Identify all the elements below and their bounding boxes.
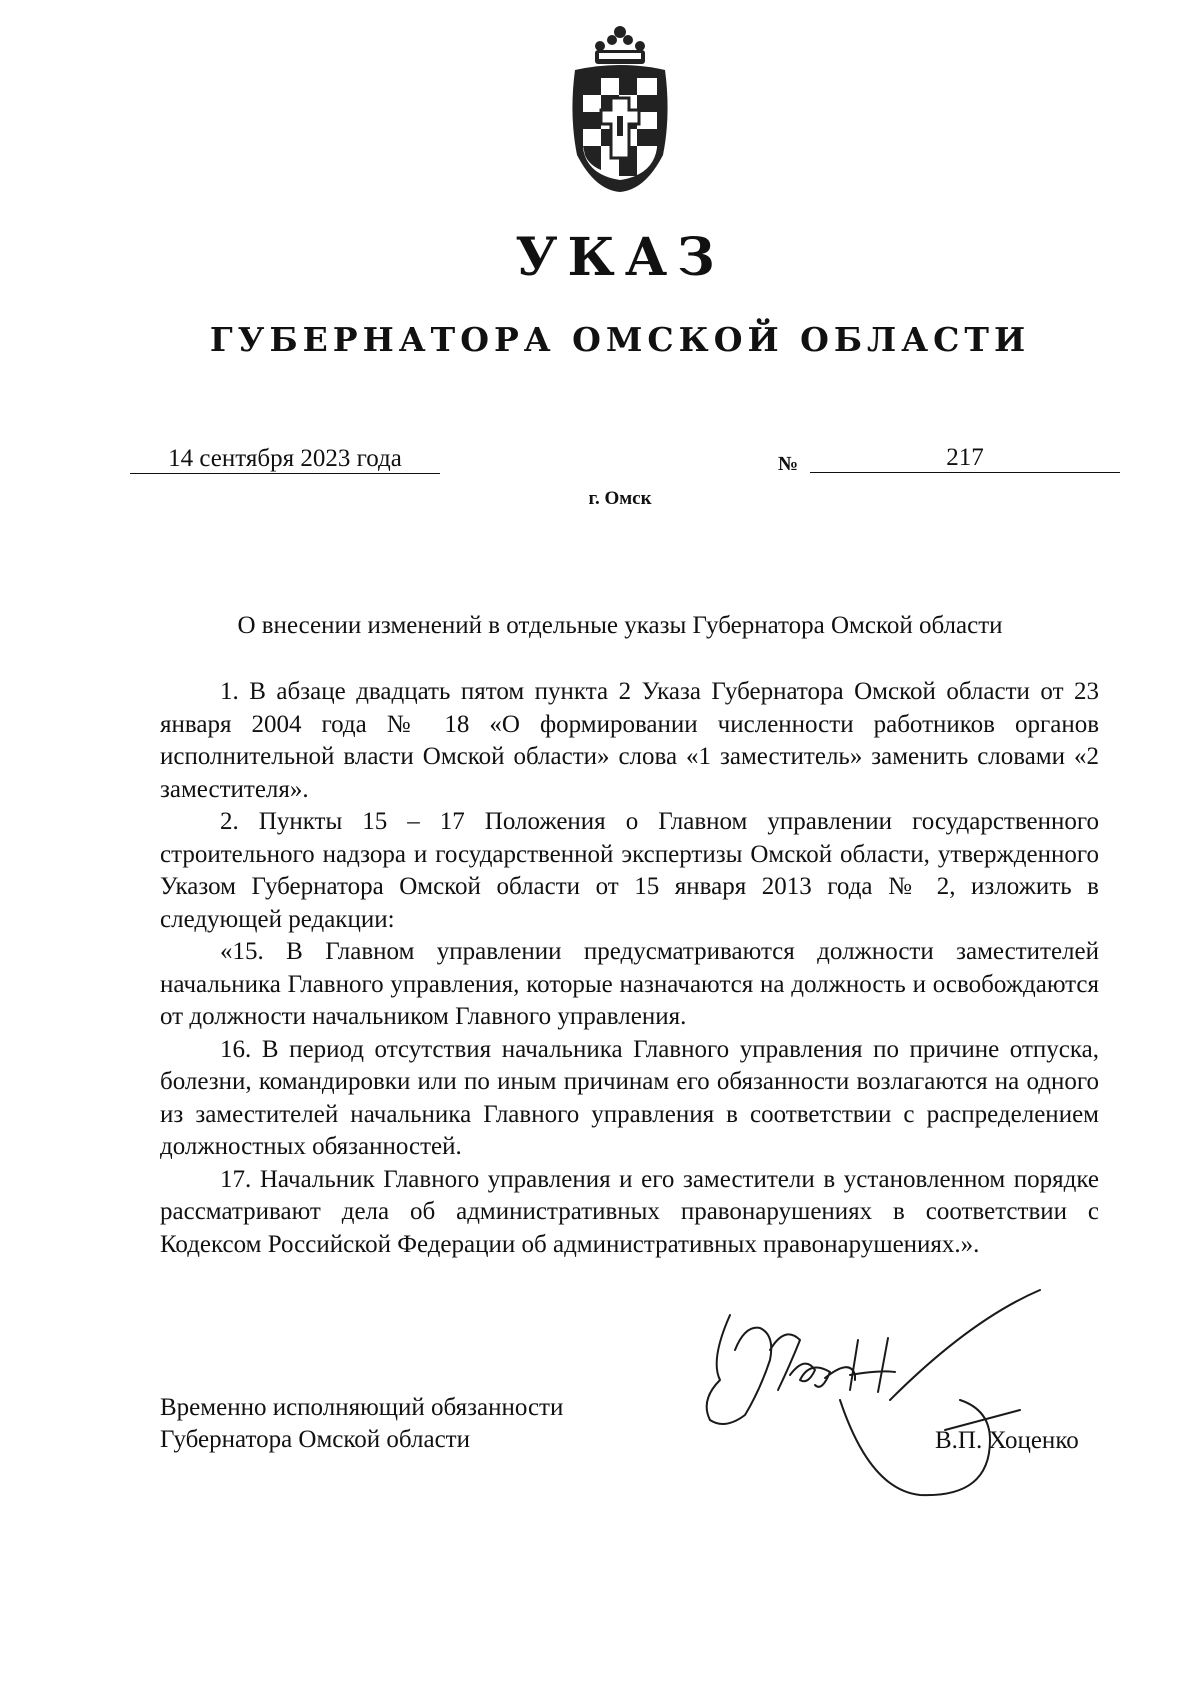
paragraph: 2. Пункты 15 – 17 Положения о Главном управлении государственного строительного надзора и государственной экспертизы Омской области, утвержденного Указом Губернатора Омской области от 15 января 2013 года № 2, изложить в следующей редакции:	[160, 808, 1099, 933]
number-label: №	[778, 453, 799, 475]
signatory-position-line: Губернатора Омской области	[160, 1426, 470, 1453]
decree-heading: О внесении изменений в отдельные указы Губернатора Омской области	[237, 612, 1003, 639]
decree-number: 217	[810, 444, 1120, 473]
paragraph: 16. В период отсутствия начальника Главного управления по причине отпуска, болезни, командировки или по иным причинам его обязанности возлагаются на одного из заместителей начальника Главного управления в соответствии с распределением должностных обязанностей.	[160, 1035, 1099, 1160]
signatory-position	[160, 1392, 563, 1456]
coat-of-arms-icon	[565, 20, 675, 195]
paragraph: 1. В абзаце двадцать пятом пункта 2 Указа Губернатора Омской области от 23 января 2004 года № 18 «О формировании численности работников органов исполнительной власти Омской области» слова «1 заместитель» заменить словами «2 заместителя».	[160, 678, 1099, 803]
signature-icon	[690, 1280, 1110, 1510]
place-of-issue: г. Омск	[588, 488, 652, 509]
decree-body	[160, 676, 1099, 1261]
signatory-position-line: Временно исполняющий обязанности	[160, 1394, 564, 1421]
document-title: УКАЗ	[515, 227, 725, 288]
paragraph: 17. Начальник Главного управления и его заместители в установленном порядке рассматривают дела об административных правонарушениях в соответствии с Кодексом Российской Федерации об административных правонарушениях.».	[160, 1165, 1099, 1258]
paragraph: «15. В Главном управлении предусматриваются должности заместителей начальника Главного управления, которые назначаются на должность и освобождаются от должности начальником Главного управления.	[160, 938, 1099, 1030]
document-issuer: ГУБЕРНАТОРА ОМСКОЙ ОБЛАСТИ	[209, 320, 1031, 359]
signatory-name: В.П. Хоценко	[935, 1427, 1079, 1454]
decree-date: 14 сентября 2023 года	[130, 445, 440, 474]
